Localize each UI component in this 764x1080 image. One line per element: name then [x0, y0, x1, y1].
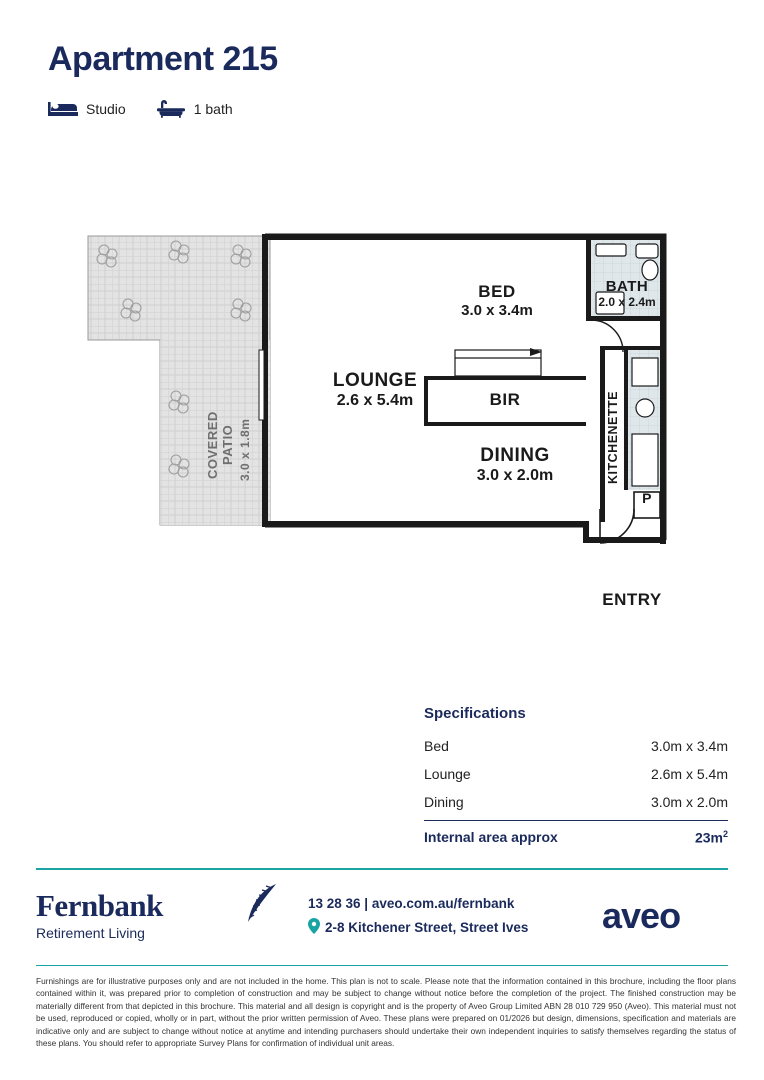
bed-room-name: BED [478, 282, 516, 301]
patio-room-dims: 3.0 x 1.8m [238, 418, 252, 482]
floor-plan-svg [0, 200, 764, 630]
spec-value-internal-area [695, 829, 728, 846]
bed-icon [48, 100, 78, 118]
floor-plan [0, 200, 764, 630]
spec-value-dining: 3.0m x 2.0m [650, 794, 728, 810]
dining-room-name: DINING [480, 445, 550, 466]
location-pin-icon [308, 918, 320, 937]
bath-count-label: 1 bath [193, 101, 233, 117]
spec-row-lounge [424, 760, 728, 788]
aveo-wordmark: aveo [602, 895, 681, 936]
bed-count-label: Studio [86, 101, 126, 117]
spec-value-lounge: 2.6m x 5.4m [650, 766, 728, 782]
bath-room-name: BATH [605, 278, 649, 295]
address-line [308, 918, 528, 937]
room-label-bir [438, 390, 572, 410]
fernbank-name: Fernbank [36, 888, 163, 923]
aveo-logo [602, 895, 681, 936]
room-label-entry [572, 590, 692, 610]
address-text: 2-8 Kitchener Street, Street Ives [325, 920, 529, 935]
property-meta [48, 100, 233, 118]
spec-row-internal-area [424, 820, 728, 852]
spec-row-dining [424, 788, 728, 816]
room-label-pantry [634, 490, 660, 506]
patio-room-name: COVERED PATIO [205, 411, 235, 479]
spec-label-bed: Bed [424, 738, 449, 754]
bath-room-dims: 2.0 x 2.4m [598, 295, 656, 309]
spec-value-bed: 3.0m x 3.4m [650, 738, 728, 754]
footer-divider-bottom [36, 965, 728, 966]
bir-room-name: BIR [489, 390, 521, 409]
fernbank-logo [36, 890, 286, 941]
room-label-patio-dims [238, 405, 252, 495]
fern-leaf-icon [242, 882, 284, 931]
page-title: Apartment 215 [48, 40, 278, 78]
specifications-heading: Specifications [424, 705, 526, 722]
internal-area-number: 23m [694, 829, 723, 846]
room-label-bed [432, 282, 562, 319]
dining-room-dims: 3.0 x 2.0m [476, 467, 554, 484]
spec-row-bed [424, 732, 728, 760]
room-label-patio [205, 390, 235, 500]
bed-room-dims: 3.0 x 3.4m [461, 302, 533, 319]
room-label-dining [434, 445, 596, 485]
internal-area-unit: 2 [722, 829, 728, 839]
disclaimer-text: Furnishings are for illustrative purposes only and are not included in the home. This plan is not to scale. Please note that the information contained in this brochure, including the floor plans contained within it, was prepared prior to completion of construction and may be subject to change without notice before the completion of the project. The finished construction may be materially different from that depicted in this brochure. This material and all design is copyright and is the property of Aveo Group Limited ABN 28 010 729 950 (Aveo). This material must not be used, reproduced or copied, wholly or in part, without the prior written permission of Aveo. These plans were prepared on 01/2026 but design, dimensions, specification and materials are indicative only and are subject to change without notice at anytime and intending purchasers should undertake their own independent inquiries to satisfy themselves regarding the status of these plans. You should refer to appropriate Survey Plans for confirmation of individual unit areas. [36, 976, 736, 1049]
lounge-room-name: LOUNGE [332, 370, 418, 391]
bath-icon [156, 100, 186, 118]
phone-web-line[interactable]: 13 28 36 | aveo.com.au/fernbank [308, 896, 515, 911]
spec-label-internal-area: Internal area approx [424, 829, 558, 845]
pantry-label: P [642, 490, 652, 506]
specifications-panel [424, 705, 728, 852]
kitchenette-room-name: KITCHENETTE [606, 391, 620, 485]
footer-divider-top [36, 868, 728, 870]
spec-label-lounge: Lounge [424, 766, 471, 782]
spec-label-dining: Dining [424, 794, 464, 810]
room-label-kitchenette [606, 378, 620, 498]
contact-block [308, 896, 528, 937]
lounge-room-dims: 2.6 x 5.4m [336, 392, 414, 409]
entry-label: ENTRY [602, 590, 662, 609]
room-label-bath [586, 278, 668, 309]
fernbank-tagline: Retirement Living [36, 925, 145, 941]
